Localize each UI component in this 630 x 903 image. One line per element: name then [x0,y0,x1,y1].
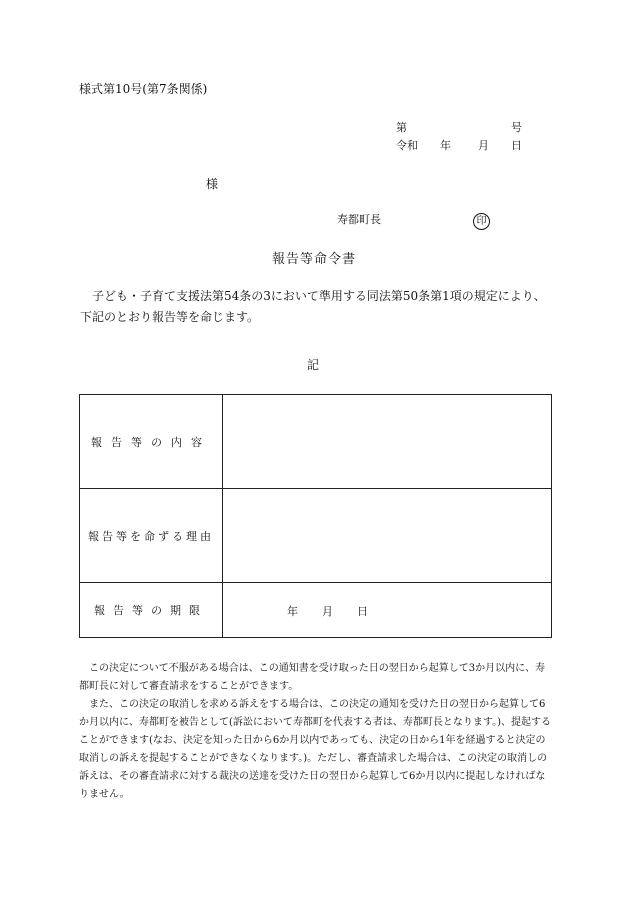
row-value-deadline [223,583,552,638]
note-paragraph-2: また、この決定の取消しを求める訴えをする場合は、この決定の通知を受けた日の翌日から起算して6か月以内に、寿都町を被告として(訴訟において寿都町を代表する者は、寿都町長となります。)、提起することができます(なお、決定を知った日から6か月以内であっても、決定の日から1年を経過すると決定の取消しの訴えを提起することができなくなります。)。ただし、審査請求した場合は、この決定の取消しの訴えは、その審査請求に対する裁決の送達を受けた日の翌日から起算して6か月以内に提起しなければなりません。 [79,699,552,800]
row-label-reason [80,489,223,583]
order-table [79,394,552,638]
ki-label: 記 [307,358,320,372]
date-era: 令和 [396,139,418,152]
issuer-name: 寿都町長 [337,213,381,226]
row-label-content [80,395,223,489]
doc-number-prefix: 第 [396,121,407,134]
date-month: 月 [478,139,489,152]
deadline-year: 年 [287,605,298,618]
body-text: 子ども・子育て支援法第54条の3において準用する同法第50条第1項の規定により、下記のとおり報告等を命じます。 [80,289,546,324]
form-label: 様式第10号(第7条関係) [79,82,208,96]
notes-section [79,660,554,804]
row-label-reason-text: 報告等を命ずる理由 [88,529,214,543]
row-label-deadline [80,583,223,638]
seal-mark: 印 [473,213,490,230]
body-paragraph [80,286,555,328]
date-day: 日 [511,139,522,152]
document-title: 報告等命令書 [272,252,357,267]
deadline-day: 日 [357,605,368,618]
table-row [80,489,552,583]
row-value-content [223,395,552,489]
row-label-content-text: 報告等の内容 [91,435,211,449]
row-value-reason [223,489,552,583]
table-row [80,583,552,638]
doc-number-suffix: 号 [511,121,522,134]
note-paragraph-1: この決定について不服がある場合は、この通知書を受け取った日の翌日から起算して3か月以内に、寿都町長に対して審査請求をすることができます。 [79,663,546,692]
addressee-suffix: 様 [206,177,219,191]
deadline-month: 月 [322,605,333,618]
table-row [80,395,552,489]
date-year: 年 [440,139,451,152]
row-label-deadline-text: 報告等の期限 [94,604,208,617]
